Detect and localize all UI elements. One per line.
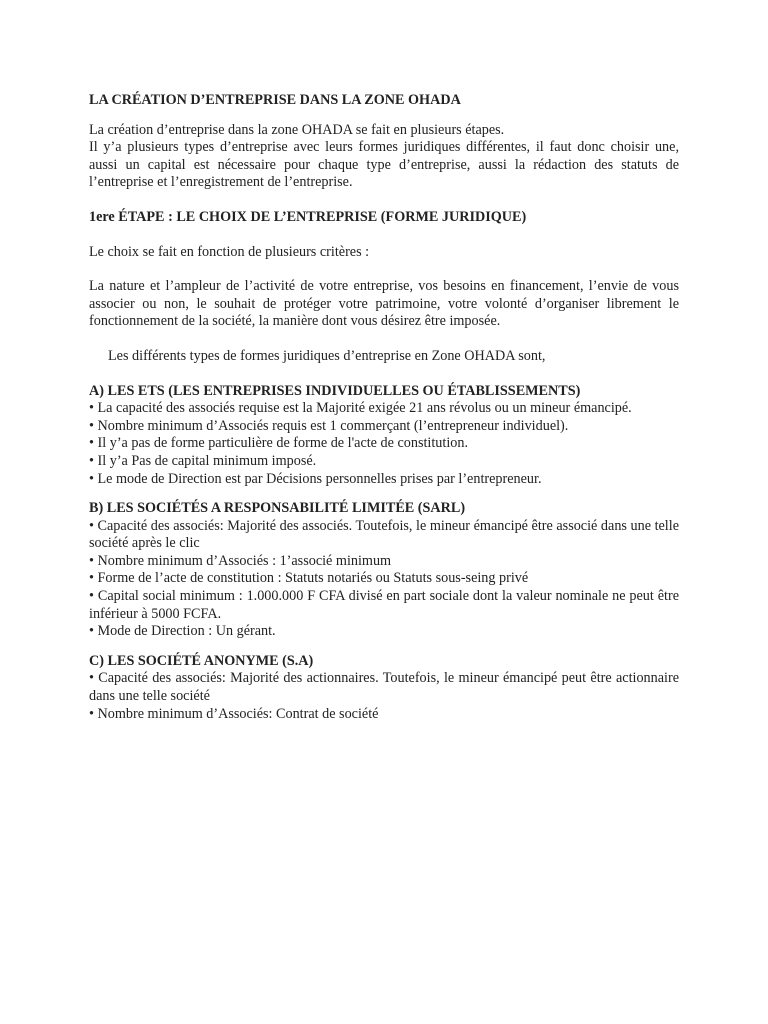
section-a-bullet: • Le mode de Direction est par Décisions personnelles prises par l’entrepreneur.: [89, 470, 542, 487]
section-b-bullet: • Capital social minimum : 1.000.000 F CFA divisé en part sociale dont la valeur nominale ne peut être inférieur à 5000 FCFA.: [89, 588, 679, 622]
section-b-bullet: • Mode de Direction : Un gérant.: [89, 623, 276, 640]
section-c-heading: C) LES SOCIÉTÉ ANONYME (S.A): [89, 652, 314, 669]
section-a-bullet: • Il y’a pas de forme particulière de forme de l'acte de constitution.: [89, 435, 469, 452]
section-b-bullet: • Capacité des associés: Majorité des associés. Toutefois, le mineur émancipé être associé dans une telle société après le clic: [89, 517, 679, 552]
section-a-heading: A) LES ETS (LES ENTREPRISES INDIVIDUELLES OU ÉTABLISSEMENTS): [89, 382, 581, 399]
step1-heading: 1ere ÉTAPE : LE CHOIX DE L’ENTREPRISE (FORME JURIDIQUE): [89, 208, 527, 225]
criteria-intro: Le choix se fait en fonction de plusieurs critères :: [89, 243, 370, 260]
types-intro: Les différents types de formes juridiques d’entreprise en Zone OHADA sont,: [108, 347, 546, 364]
intro-paragraph-2: Il y’a plusieurs types d’entreprise avec leurs formes juridiques différentes, il faut donc choisir une, aussi un capital est nécessaire pour chaque type d’entreprise, aussi la rédaction des statuts de l’entreprise et l’enregistrement de l’entreprise.: [89, 139, 679, 191]
section-c-bullet: • Capacité des associés: Majorité des actionnaires. Toutefois, le mineur émancipé peut être actionnaire dans une telle société: [89, 670, 679, 705]
section-a-bullet: • La capacité des associés requise est la Majorité exigée 21 ans révolus ou un mineur émancipé.: [89, 400, 632, 417]
section-b-bullet: • Nombre minimum d’Associés : 1’associé minimum: [89, 552, 392, 569]
intro-paragraph-1: La création d’entreprise dans la zone OHADA se fait en plusieurs étapes.: [89, 121, 505, 138]
section-c-bullet: • Nombre minimum d’Associés: Contrat de société: [89, 705, 379, 722]
document-title: LA CRÉATION D’ENTREPRISE DANS LA ZONE OHADA: [89, 92, 461, 108]
section-a-bullet: • Il y’a Pas de capital minimum imposé.: [89, 452, 317, 469]
section-b-bullet: • Forme de l’acte de constitution : Statuts notariés ou Statuts sous-seing privé: [89, 570, 529, 587]
section-a-bullet: • Nombre minimum d’Associés requis est 1 commerçant (l’entrepreneur individuel).: [89, 417, 569, 434]
section-b-heading: B) LES SOCIÉTÉS A RESPONSABILITÉ LIMITÉE (SARL): [89, 500, 466, 517]
document-page: [89, 92, 679, 723]
criteria-paragraph: La nature et l’ampleur de l’activité de votre entreprise, vos besoins en financement, l’envie de vous associer ou non, le souhait de protéger votre patrimoine, votre volonté d’organiser librement le fonctionnement de la société, la manière dont vous désirez être imposée.: [89, 278, 679, 330]
